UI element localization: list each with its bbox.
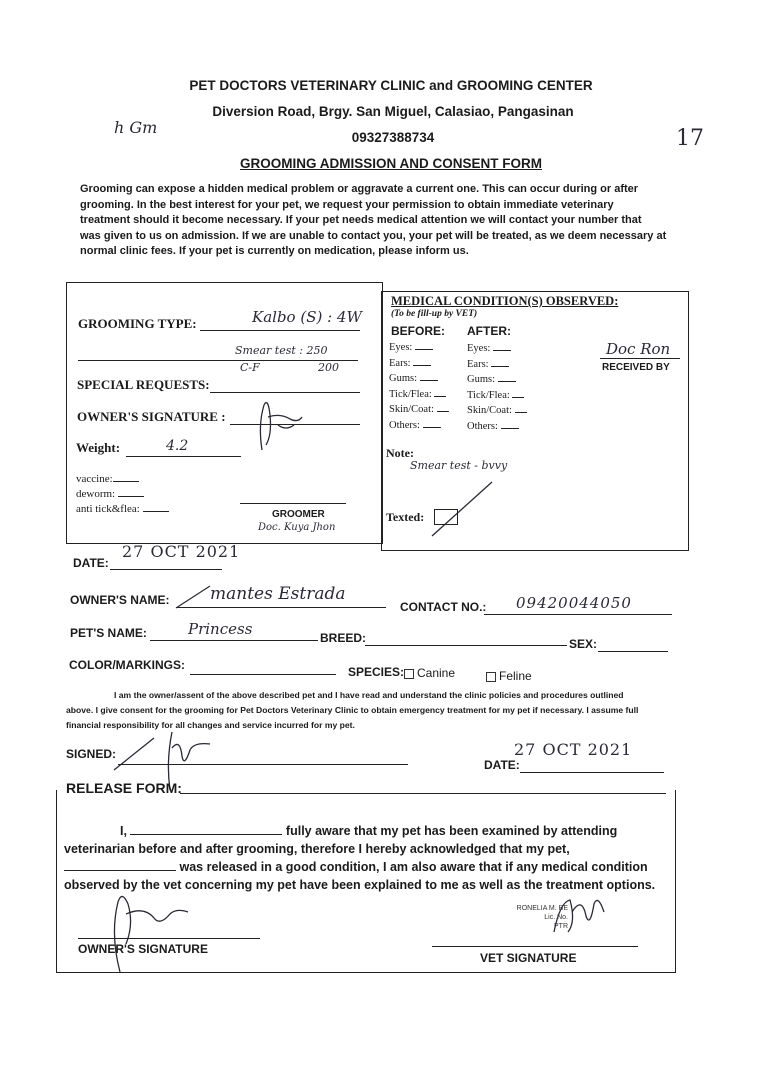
after-eyes-label: Eyes: (467, 343, 491, 354)
after-item (467, 341, 527, 357)
owner-signature-scribble-1[interactable] (250, 395, 310, 455)
species-feline[interactable] (486, 669, 532, 683)
stamp-line-1: RONELIA M. BE (516, 905, 568, 912)
weight-label: Weight: (76, 440, 121, 455)
extra-line-1[interactable]: Smear test : 250 (235, 344, 328, 357)
release-owner-signature-scribble[interactable] (104, 884, 194, 974)
intro-line-2: grooming. In the best interest for your pet, we request your permission to obtain immediate veterinary (80, 198, 614, 211)
before-item (389, 387, 449, 403)
stamp-line-3: PTR (554, 923, 568, 930)
vet-signature-line (432, 946, 638, 947)
vaccine-label-text: vaccine: (76, 473, 113, 485)
received-by-value[interactable]: Doc Ron (606, 340, 671, 358)
color-line (190, 674, 336, 675)
release-name-blank[interactable] (130, 834, 282, 835)
owner-name-slash (174, 584, 214, 610)
form-title: GROOMING ADMISSION AND CONSENT FORM (240, 156, 542, 171)
texted-checkbox[interactable] (434, 509, 458, 525)
clinic-address: Diversion Road, Brgy. San Miguel, Calasiao, Pangasinan (212, 104, 574, 119)
feline-checkbox[interactable] (486, 672, 496, 682)
date-label: DATE: (73, 556, 109, 570)
species-label: SPECIES: (348, 665, 405, 679)
before-tick-label: Tick/Flea: (389, 388, 432, 400)
after-others-label: Others: (467, 420, 498, 432)
sex-label: SEX: (569, 637, 598, 651)
before-item (389, 340, 449, 356)
extra-line-2-right[interactable]: 200 (318, 361, 339, 374)
grooming-type-label: GROOMING TYPE: (78, 316, 197, 331)
species-canine[interactable] (404, 666, 455, 680)
breed-line (365, 645, 567, 646)
release-l4: observed by the vet concerning my pet have been explained to me as well as the treatment options. (64, 878, 656, 892)
after-item (467, 419, 527, 435)
consent-line-3: financial responsibility for all changes and service incurred for my pet. (66, 720, 355, 730)
before-ears-label: Ears: (389, 357, 411, 369)
texted-label: Texted: (386, 510, 425, 524)
release-title: RELEASE FORM: (66, 780, 182, 796)
deworm-label-text: deworm: (76, 488, 116, 500)
before-gums-label: Gums: (389, 373, 418, 384)
contact-label: CONTACT NO.: (400, 600, 487, 614)
consent-line-2: above. I give consent for the grooming for Pet Doctors Veterinary Clinic to obtain emergency treatment for my pet if necessary. I assume full (66, 705, 639, 715)
after-item (467, 403, 527, 419)
intro-line-4: was given to us on admission. If we are unable to contact you, your pet will be treated, as we deem necessary at (80, 229, 667, 242)
note-value[interactable]: Smear test - bvvy (410, 459, 508, 472)
stamp-line-2: Lic. No. (544, 914, 568, 921)
weight-line (126, 456, 241, 457)
before-item (389, 356, 449, 372)
vet-signature-scribble[interactable] (548, 892, 608, 938)
anti-tick-label (76, 503, 169, 515)
before-eyes-label: Eyes: (389, 342, 413, 353)
contact-value[interactable]: 09420044050 (516, 594, 632, 612)
release-l2: veterinarian before and after grooming, therefore I hereby acknowledged that my pet, (64, 842, 570, 856)
after-item (467, 357, 527, 373)
vaccine-label (76, 473, 139, 485)
extra-line (78, 360, 358, 361)
margin-note-left: h Gm (114, 118, 158, 137)
received-by-label: RECEIVED BY (602, 362, 670, 373)
release-l1-a: I, (120, 824, 127, 838)
after-tick-label: Tick/Flea: (467, 389, 510, 401)
received-by-line (600, 358, 680, 359)
owner-signature-line (78, 938, 260, 939)
owner-name-label: OWNER'S NAME: (70, 593, 170, 607)
consent-date-value[interactable]: 27 OCT 2021 (514, 740, 633, 759)
deworm-label (76, 488, 144, 500)
contact-line (484, 614, 672, 615)
sex-line (598, 651, 668, 652)
owner-name-value[interactable]: mantes Estrada (210, 584, 346, 604)
consent-date-line (520, 772, 664, 773)
after-label: AFTER: (467, 324, 511, 338)
intro-paragraph (80, 182, 690, 260)
release-title-line (180, 793, 666, 794)
margin-number-right: 17 (676, 126, 704, 151)
before-item (389, 402, 449, 418)
medical-title: MEDICAL CONDITION(S) OBSERVED: (391, 294, 619, 308)
before-others-label: Others: (389, 419, 420, 431)
canine-checkbox[interactable] (404, 669, 414, 679)
after-ears-label: Ears: (467, 358, 489, 370)
special-requests-label: SPECIAL REQUESTS: (77, 377, 210, 392)
before-item (389, 418, 449, 434)
before-list (389, 340, 449, 433)
owner-signature-label: OWNER'S SIGNATURE (78, 942, 208, 956)
groomer-line (240, 503, 346, 504)
canine-label: Canine (417, 666, 456, 680)
groomer-value[interactable]: Doc. Kuya Jhon (258, 522, 336, 533)
medical-subtitle: (To be fill-up by VET) (391, 309, 478, 319)
pet-name-line (150, 640, 318, 641)
after-skin-label: Skin/Coat: (467, 405, 512, 416)
consent-date-label: DATE: (484, 758, 520, 772)
intro-line-5: normal clinic fees. If your pet is currently on medication, please inform us. (80, 245, 469, 257)
release-pet-blank[interactable] (64, 870, 176, 871)
weight-value[interactable]: 4.2 (166, 438, 189, 454)
release-l3: was released in a good condition, I am also aware that if any medical condition (179, 860, 648, 874)
date-line (110, 569, 222, 570)
signed-label: SIGNED: (66, 747, 117, 761)
after-item (467, 388, 527, 404)
grooming-type-value[interactable]: Kalbo (S) : 4W (252, 308, 362, 326)
owners-signature-label: OWNER'S SIGNATURE : (77, 409, 226, 424)
date-value[interactable]: 27 OCT 2021 (122, 542, 241, 561)
pet-name-label: PET'S NAME: (70, 626, 147, 640)
intro-line-3: treatment should it become necessary. If your pet needs medical attention we will contact your number that (80, 214, 642, 226)
before-item (389, 371, 449, 387)
anti-tick-label-text: anti tick&flea: (76, 503, 140, 515)
clinic-phone: 09327388734 (351, 130, 435, 145)
extra-line-2-left[interactable]: C-F (240, 361, 260, 374)
grooming-type-line (200, 330, 360, 331)
after-gums-label: Gums: (467, 374, 496, 385)
before-label: BEFORE: (391, 324, 445, 338)
color-label: COLOR/MARKINGS: (69, 658, 185, 672)
breed-label: BREED: (320, 631, 367, 645)
vet-signature-label: VET SIGNATURE (480, 951, 577, 965)
consent-line-1: I am the owner/assent of the above described pet and I have read and understand the clinic policies and procedures outlined (114, 690, 624, 700)
after-list (467, 341, 527, 434)
special-requests-line (210, 392, 360, 393)
feline-label: Feline (499, 669, 532, 683)
after-item (467, 372, 527, 388)
release-l1-b: fully aware that my pet has been examined by attending (285, 824, 618, 838)
intro-line-1: Grooming can expose a hidden medical problem or aggravate a current one. This can occur during or after (80, 183, 639, 195)
note-label: Note: (386, 446, 414, 460)
groomer-label: GROOMER (272, 509, 325, 520)
before-skin-label: Skin/Coat: (389, 404, 434, 415)
pet-name-value[interactable]: Princess (188, 620, 253, 638)
clinic-name: PET DOCTORS VETERINARY CLINIC and GROOMING CENTER (189, 78, 593, 93)
note-slash (430, 478, 500, 538)
